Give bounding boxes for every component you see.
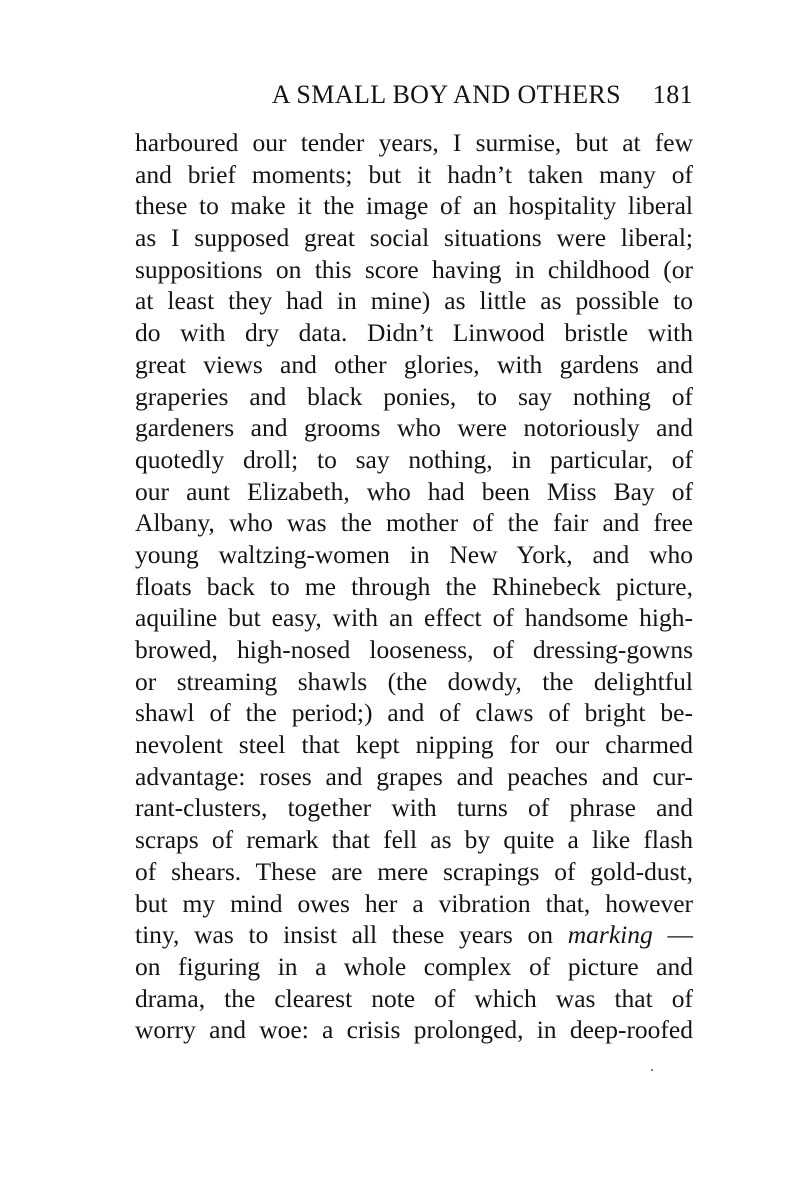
- text-line: or streaming shawls (the dowdy, the delightful: [135, 666, 693, 696]
- text-line: our aunt Elizabeth, who had been Miss Bay of: [135, 476, 693, 506]
- text-line: aquiline but easy, with an effect of handsome high-: [135, 603, 693, 633]
- text-segment: —: [652, 920, 693, 950]
- text-line: of shears. These are mere scrapings of gold-dust,: [135, 856, 693, 886]
- text-line: at least they had in mine) as little as possible to: [135, 286, 693, 316]
- text-line: graperies and black ponies, to say nothing of: [135, 381, 693, 411]
- text-line: and brief moments; but it hadn’t taken many of: [135, 159, 693, 189]
- page-number: 181: [652, 80, 693, 109]
- italic-word: marking: [567, 920, 653, 950]
- text-line: do with dry data. Didn’t Linwood bristle with: [135, 318, 693, 348]
- text-line: but my mind owes her a vibration that, however: [135, 888, 693, 918]
- text-line: young waltzing-women in New York, and who: [135, 539, 693, 569]
- text-line: advantage: roses and grapes and peaches and cur-: [135, 761, 693, 791]
- text-line: rant-clusters, together with turns of phrase and: [135, 793, 693, 823]
- running-header: [135, 80, 693, 114]
- text-line: harboured our tender years, I surmise, but at few: [135, 128, 693, 157]
- text-line: on figuring in a whole complex of picture and: [135, 951, 693, 981]
- text-line: browed, high-nosed looseness, of dressing-gowns: [135, 635, 693, 664]
- text-segment: tiny, was to insist all these years on: [135, 920, 568, 950]
- text-line: great views and other glories, with gardens and: [135, 349, 693, 379]
- ink-speck: [651, 1069, 653, 1071]
- text-line: gardeners and grooms who were notoriously and: [135, 413, 693, 443]
- text-line-with-italic: [135, 919, 693, 951]
- text-line: scraps of remark that fell as by quite a like flash: [135, 825, 693, 855]
- text-line: as I supposed great social situations were liberal;: [135, 223, 693, 253]
- body-text: [135, 127, 693, 1046]
- text-line: nevolent steel that kept nipping for our charmed: [135, 730, 693, 760]
- text-line: these to make it the image of an hospitality liberal: [135, 191, 693, 221]
- text-line: quotedly droll; to say nothing, in particular, of: [135, 444, 693, 474]
- text-line: Albany, who was the mother of the fair and free: [135, 508, 693, 538]
- text-line: drama, the clearest note of which was that of: [135, 983, 693, 1013]
- text-line: floats back to me through the Rhinebeck picture,: [135, 571, 693, 601]
- running-title: A SMALL BOY AND OTHERS: [271, 80, 621, 109]
- text-line: suppositions on this score having in childhood (or: [135, 254, 693, 284]
- text-line: shawl of the period;) and of claws of bright be-: [135, 698, 693, 728]
- text-line: worry and woe: a crisis prolonged, in deep-roofed: [135, 1015, 693, 1045]
